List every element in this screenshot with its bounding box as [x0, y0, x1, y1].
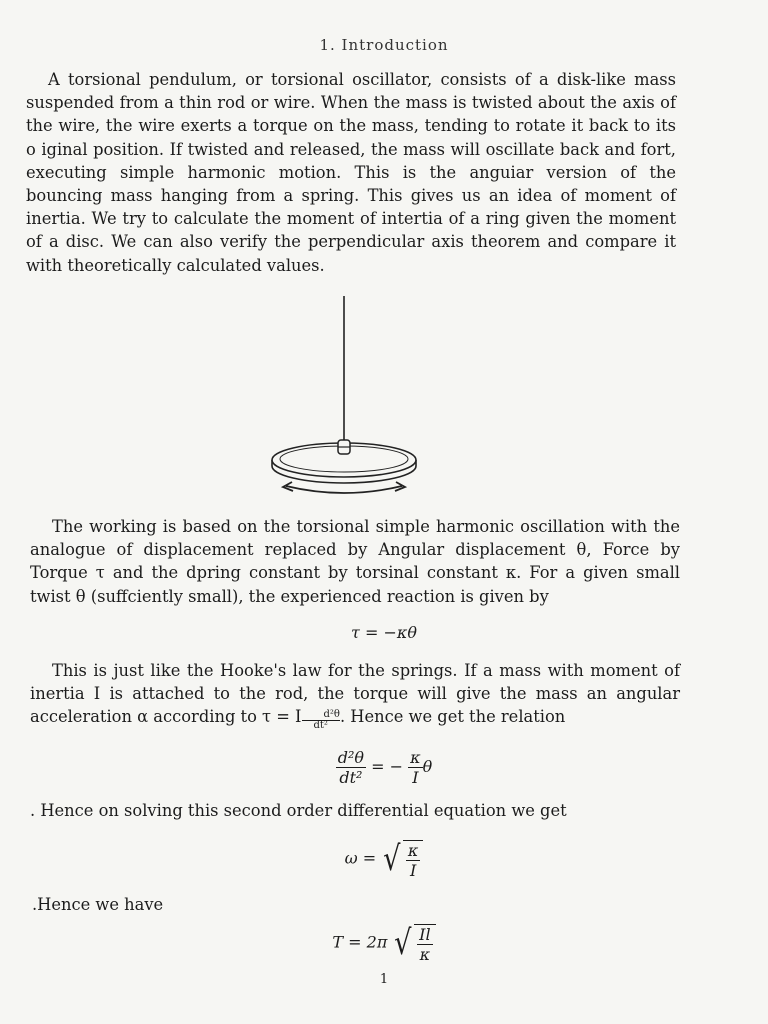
intro-paragraph: A torsional pendulum, or torsional oscillator, consists of a disk-like mass suspended from a thin rod or wire. When the mass is twisted about the axis of the wire, the wire exerts a torque on the mass, tending to rotate it back to its o iginal position. If twisted and released, the mass will oscillate back and fort, executing simple harmonic motion. This is the anguiar version of the bouncing mass hanging from a spring. This gives us an idea of moment of inertia. We try to calculate the moment of intertia of a ring given the moment of a disc. We can also verify the perpendicular axis theorem and compare it with theoretically calculated values. — [26, 70, 676, 275]
equation-differential: $\frac{\text{d²θ}}{\text{dt²}}$ = − $\frac{\kappa}{I}$ θ — [337, 748, 433, 787]
section-heading: 1. Introduction — [319, 36, 449, 54]
torsion-pendulum-diagram — [0, 290, 768, 520]
equation-hooke-torque: τ = −κθ — [351, 623, 417, 642]
equation-period: T = 2π √ $\frac{Il}{\kappa}$ — [0, 920, 768, 966]
hooke-text-2: . Hence we get the relation — [339, 707, 566, 727]
hence-line-2: .Hence we have — [32, 895, 164, 914]
working-paragraph: The working is based on the torsional simple harmonic oscillation with the analogue of displacement replaced by Angular displacement θ, Force by Torque τ and the dpring constant by torsinal constant κ. For a given small twist θ (suffciently small), the experienced reaction is given by — [30, 517, 680, 606]
equation-omega: ω = √ $\frac{\kappa}{I}$ — [0, 836, 768, 882]
hooke-paragraph — [30, 659, 680, 731]
hooke-text-1: This is just like the Hooke's law for the springs. If a mass with moment of inertia I is attached to the rod, the torque will give the mass an angular acceleration α according to τ = I — [30, 661, 680, 727]
page-number: 1 — [379, 972, 389, 987]
inline-fraction: $\frac{\text{d²θ}}{\text{dt²}}$ — [302, 710, 340, 731]
rotation-arrow — [286, 486, 402, 493]
hence-line-1: . Hence on solving this second order differential equation we get — [30, 801, 567, 820]
